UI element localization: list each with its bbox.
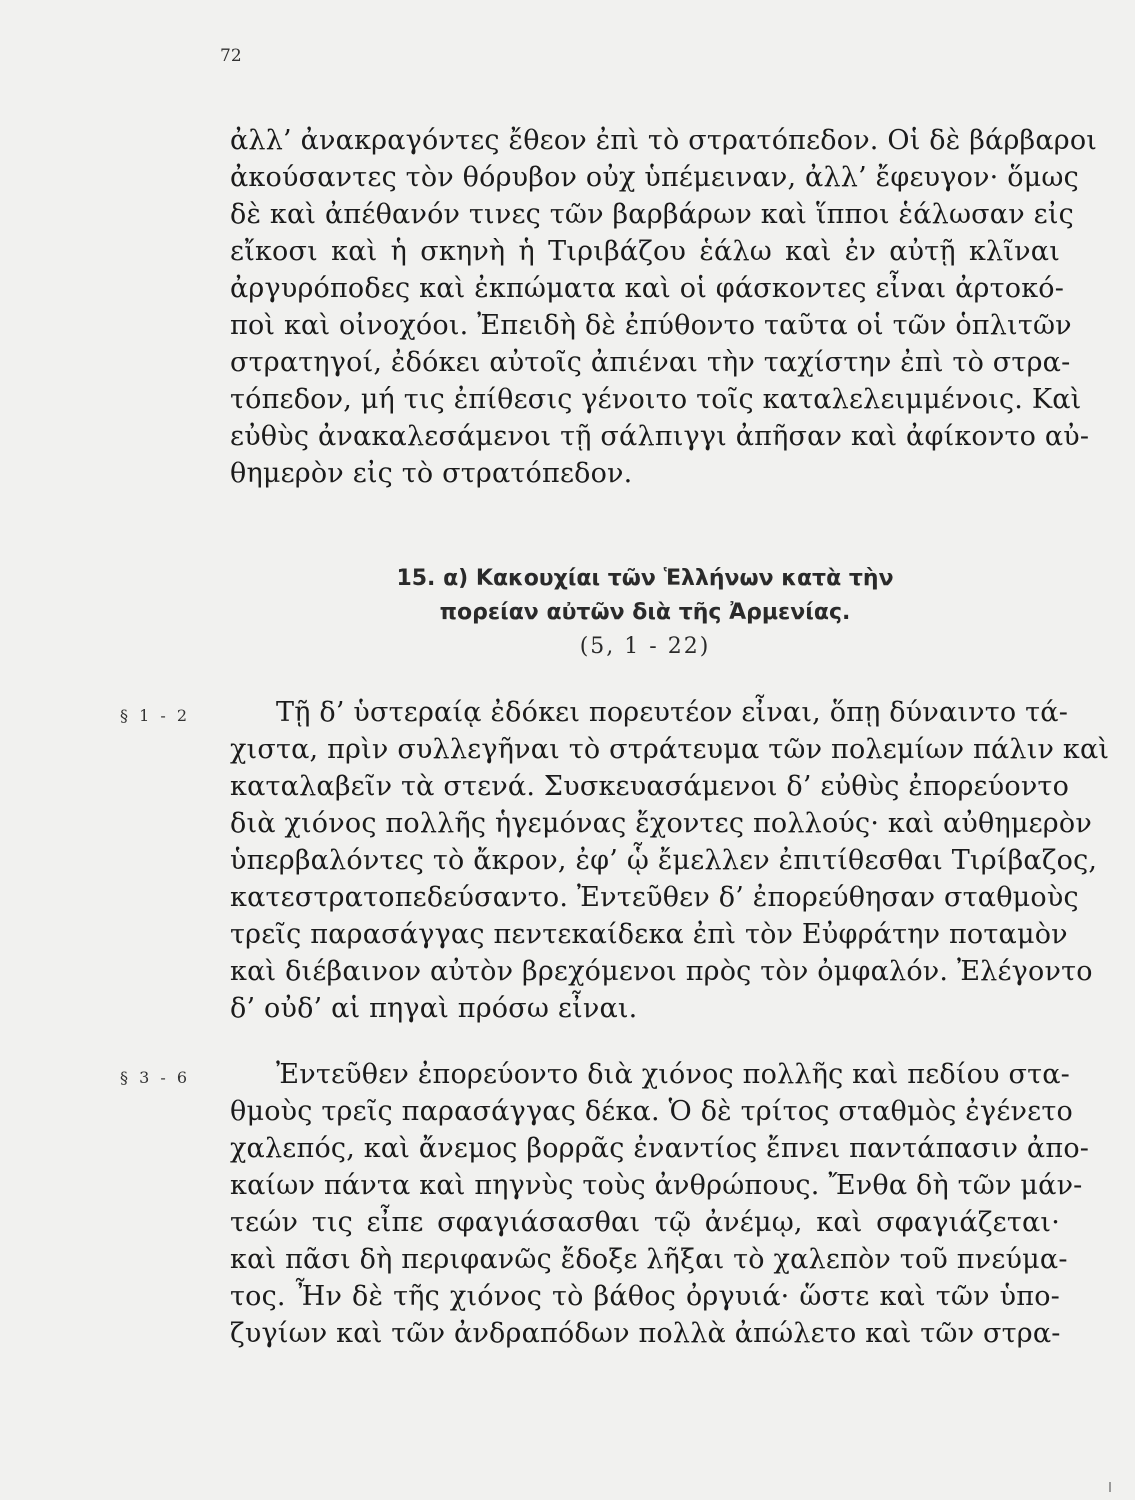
- text-line: τόπεδον, μή τις ἐπίθεσις γένοιτο τοῖς καταλελειμμένοις. Καὶ: [230, 384, 1082, 415]
- text-line: δὲ καὶ ἀπέθανόν τινες τῶν βαρβάρων καὶ ἵπποι ἑάλωσαν εἰς: [230, 199, 1074, 230]
- text-line: θημερὸν εἰς τὸ στρατόπεδον.: [230, 458, 633, 489]
- text-line: εὐθὺς ἀνακαλεσάμενοι τῇ σάλπιγγι ἀπῆσαν καὶ ἀφίκοντο αὐ-: [230, 421, 1090, 452]
- text-line: ὑπερβαλόντες τὸ ἄκρον, ἐφ’ ᾧ ἔμελλεν ἐπιτίθεσθαι Τιρίβαζος,: [230, 845, 1098, 876]
- text-line: τεών τις εἶπε σφαγιάσασθαι τῷ ἀνέμῳ, καὶ σφαγιάζεται·: [230, 1207, 1060, 1238]
- text-line: ἀλλ’ ἀνακραγόντες ἔθεον ἐπὶ τὸ στρατόπεδον. Οἱ δὲ βάρβαροι: [230, 125, 1098, 156]
- margin-reference: § 3 - 6: [120, 1068, 191, 1087]
- paragraph-3: [230, 1056, 1090, 1352]
- text-line: δ’ οὐδ’ αἱ πηγαὶ πρόσω εἶναι.: [230, 993, 638, 1024]
- text-line: εἴκοσι καὶ ἡ σκηνὴ ἡ Τιριβάζου ἑάλω καὶ ἐν αὐτῇ κλῖναι: [230, 236, 1060, 267]
- heading-line: 15. α) Κακουχίαι τῶν Ἑλλήνων κατὰ τὴν: [396, 566, 894, 591]
- paragraph-1: [230, 122, 1098, 492]
- section-heading: [230, 562, 1060, 664]
- text-line: ἀκούσαντες τὸν θόρυβον οὐχ ὑπέμειναν, ἀλλ’ ἔφευγον· ὅμως: [230, 162, 1079, 193]
- heading-reference: (5, 1 - 22): [579, 634, 711, 659]
- text-line: ἀργυρόποδες καὶ ἐκπώματα καὶ οἱ φάσκοντες εἶναι ἀρτοκό-: [230, 273, 1065, 304]
- page-number: 72: [220, 46, 242, 66]
- text-line: χιστα, πρὶν συλλεγῆναι τὸ στράτευμα τῶν πολεμίων πάλιν καὶ: [230, 734, 1110, 765]
- text-line: θμοὺς τρεῖς παρασάγγας δέκα. Ὁ δὲ τρίτος σταθμὸς ἐγένετο: [230, 1096, 1073, 1127]
- text-line: στρατηγοί, ἐδόκει αὐτοῖς ἀπιέναι τὴν ταχίστην ἐπὶ τὸ στρα-: [230, 347, 1071, 378]
- text-line: ποὶ καὶ οἰνοχόοι. Ἐπειδὴ δὲ ἐπύθοντο ταῦτα οἱ τῶν ὁπλιτῶν: [230, 310, 1072, 341]
- text-line: διὰ χιόνος πολλῆς ἡγεμόνας ἔχοντες πολλούς· καὶ αὐθημερὸν: [230, 808, 1092, 839]
- margin-reference: § 1 - 2: [120, 706, 191, 725]
- heading-line: πορείαν αὐτῶν διὰ τῆς Ἀρμενίας.: [439, 600, 851, 625]
- page-mark: [1109, 1482, 1111, 1492]
- text-line: Ἐντεῦθεν ἐπορεύοντο διὰ χιόνος πολλῆς καὶ πεδίου στα-: [276, 1059, 1070, 1090]
- text-line: καὶ διέβαινον αὐτὸν βρεχόμενοι πρὸς τὸν ὀμφαλόν. Ἐλέγοντο: [230, 956, 1093, 987]
- paragraph-2: [230, 694, 1110, 1027]
- text-line: ζυγίων καὶ τῶν ἀνδραπόδων πολλὰ ἀπώλετο καὶ τῶν στρα-: [230, 1318, 1061, 1349]
- text-line: καταλαβεῖν τὰ στενά. Συσκευασάμενοι δ’ εὐθὺς ἐπορεύοντο: [230, 771, 1070, 802]
- text-line: τος. Ἦν δὲ τῆς χιόνος τὸ βάθος ὀργυιά· ὥστε καὶ τῶν ὑπο-: [230, 1281, 1060, 1312]
- text-line: χαλεπός, καὶ ἄνεμος βορρᾶς ἐναντίος ἔπνει παντάπασιν ἀπο-: [230, 1133, 1090, 1164]
- text-line: καίων πάντα καὶ πηγνὺς τοὺς ἀνθρώπους. Ἔνθα δὴ τῶν μάν-: [230, 1170, 1083, 1201]
- text-line: κατεστρατοπεδεύσαντο. Ἐντεῦθεν δ’ ἐπορεύθησαν σταθμοὺς: [230, 882, 1079, 913]
- text-line: Τῇ δ’ ὑστεραίᾳ ἐδόκει πορευτέον εἶναι, ὅπῃ δύναιντο τά-: [276, 697, 1069, 728]
- text-line: καὶ πᾶσι δὴ περιφανῶς ἔδοξε λῆξαι τὸ χαλεπὸν τοῦ πνεύμα-: [230, 1244, 1068, 1275]
- text-line: τρεῖς παρασάγγας πεντεκαίδεκα ἐπὶ τὸν Εὐφράτην ποταμὸν: [230, 919, 1068, 950]
